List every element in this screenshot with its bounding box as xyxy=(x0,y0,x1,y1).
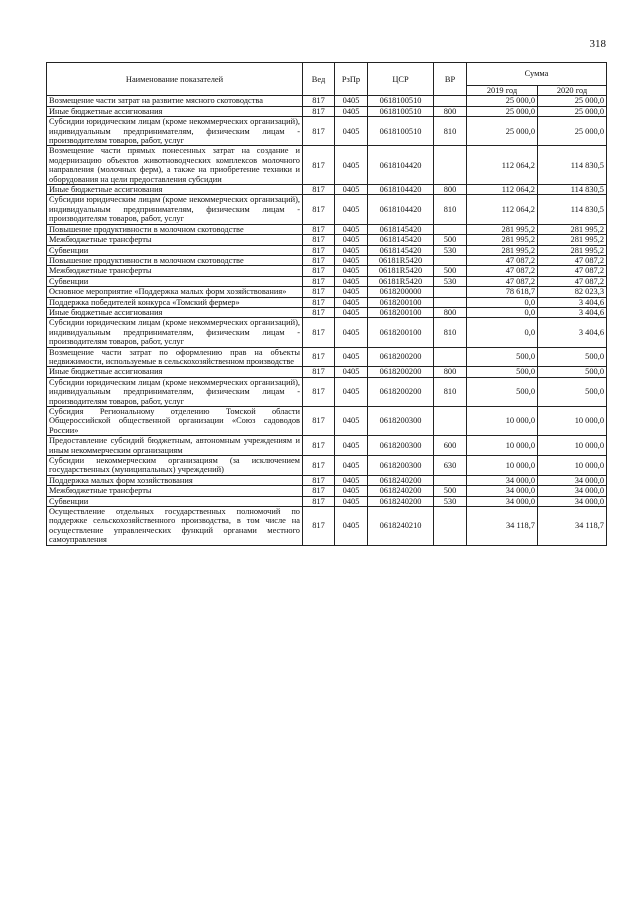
cell-sum-2019: 34 000,0 xyxy=(467,496,538,506)
cell-sum-2020: 47 087,2 xyxy=(538,266,607,276)
cell-rzpr: 0405 xyxy=(335,235,368,245)
cell-sum-2020: 34 118,7 xyxy=(538,507,607,546)
cell-csr: 0618200300 xyxy=(368,456,434,476)
cell-rzpr: 0405 xyxy=(335,318,368,347)
cell-rzpr: 0405 xyxy=(335,117,368,146)
table-row xyxy=(47,96,607,106)
cell-name: Субсидия Региональному отделению Томской области Общероссийской общественной организации «Союз садоводов России» xyxy=(47,407,303,436)
cell-ved: 817 xyxy=(303,407,335,436)
cell-rzpr: 0405 xyxy=(335,307,368,317)
cell-vr: 810 xyxy=(434,195,467,224)
cell-name: Межбюджетные трансферты xyxy=(47,235,303,245)
table-row xyxy=(47,307,607,317)
cell-rzpr: 0405 xyxy=(335,266,368,276)
cell-vr xyxy=(434,255,467,265)
cell-sum-2019: 47 087,2 xyxy=(467,255,538,265)
cell-rzpr: 0405 xyxy=(335,475,368,485)
header-year-2019: 2019 год xyxy=(467,86,538,96)
cell-rzpr: 0405 xyxy=(335,407,368,436)
cell-csr: 0618200200 xyxy=(368,347,434,367)
cell-rzpr: 0405 xyxy=(335,195,368,224)
cell-csr: 0618240210 xyxy=(368,507,434,546)
cell-csr: 0618200300 xyxy=(368,436,434,456)
cell-csr: 0618200000 xyxy=(368,287,434,297)
cell-csr: 0618145420 xyxy=(368,245,434,255)
table-body xyxy=(47,96,607,545)
table-row xyxy=(47,224,607,234)
cell-name: Иные бюджетные ассигнования xyxy=(47,367,303,377)
cell-name: Возмещение части затрат на развитие мясного скотоводства xyxy=(47,96,303,106)
cell-rzpr: 0405 xyxy=(335,276,368,286)
cell-sum-2019: 47 087,2 xyxy=(467,266,538,276)
cell-sum-2019: 112 064,2 xyxy=(467,146,538,185)
cell-name: Субсидии юридическим лицам (кроме некоммерческих организаций), индивидуальным предпринимателям, физическим лицам - производителям товаров, работ, услуг xyxy=(47,318,303,347)
cell-csr: 0618200300 xyxy=(368,407,434,436)
cell-sum-2020: 114 830,5 xyxy=(538,195,607,224)
cell-ved: 817 xyxy=(303,318,335,347)
cell-csr: 0618100510 xyxy=(368,117,434,146)
cell-ved: 817 xyxy=(303,377,335,406)
cell-vr: 500 xyxy=(434,486,467,496)
cell-csr: 0618104420 xyxy=(368,195,434,224)
cell-csr: 0618240200 xyxy=(368,486,434,496)
cell-sum-2020: 34 000,0 xyxy=(538,486,607,496)
cell-vr xyxy=(434,475,467,485)
header-rzpr: РзПр xyxy=(335,63,368,96)
table-row xyxy=(47,266,607,276)
cell-ved: 817 xyxy=(303,475,335,485)
cell-vr: 600 xyxy=(434,436,467,456)
cell-csr: 0618104420 xyxy=(368,146,434,185)
table-row xyxy=(47,436,607,456)
cell-csr: 0618145420 xyxy=(368,235,434,245)
page-number: 318 xyxy=(589,38,606,50)
cell-ved: 817 xyxy=(303,367,335,377)
cell-sum-2020: 3 404,6 xyxy=(538,307,607,317)
cell-ved: 817 xyxy=(303,496,335,506)
cell-sum-2019: 10 000,0 xyxy=(467,436,538,456)
cell-sum-2020: 3 404,6 xyxy=(538,318,607,347)
table-row xyxy=(47,255,607,265)
cell-sum-2019: 281 995,2 xyxy=(467,235,538,245)
cell-ved: 817 xyxy=(303,297,335,307)
cell-sum-2020: 500,0 xyxy=(538,377,607,406)
cell-sum-2020: 500,0 xyxy=(538,347,607,367)
cell-name: Повышение продуктивности в молочном скотоводстве xyxy=(47,255,303,265)
cell-rzpr: 0405 xyxy=(335,367,368,377)
cell-name: Повышение продуктивности в молочном скотоводстве xyxy=(47,224,303,234)
cell-sum-2020: 500,0 xyxy=(538,367,607,377)
table-header xyxy=(47,63,607,96)
cell-vr: 530 xyxy=(434,245,467,255)
cell-csr: 0618100510 xyxy=(368,106,434,116)
cell-sum-2020: 82 023,3 xyxy=(538,287,607,297)
cell-sum-2020: 47 087,2 xyxy=(538,276,607,286)
cell-rzpr: 0405 xyxy=(335,224,368,234)
cell-sum-2020: 3 404,6 xyxy=(538,297,607,307)
cell-name: Субсидии некоммерческим организациям (за исключением государственных (муниципальных) учреждений) xyxy=(47,456,303,476)
cell-sum-2020: 281 995,2 xyxy=(538,224,607,234)
cell-sum-2020: 34 000,0 xyxy=(538,496,607,506)
table-row xyxy=(47,195,607,224)
cell-ved: 817 xyxy=(303,276,335,286)
cell-csr: 06181R5420 xyxy=(368,276,434,286)
table-row xyxy=(47,318,607,347)
header-year-2020: 2020 год xyxy=(538,86,607,96)
cell-ved: 817 xyxy=(303,117,335,146)
table-row xyxy=(47,276,607,286)
cell-name: Возмещение части прямых понесенных затрат на создание и модернизацию объектов животноводческих комплексов молочного направления (молочных ферм), а также на приобретение техники и оборудования на цели предоставления субсидии xyxy=(47,146,303,185)
cell-rzpr: 0405 xyxy=(335,287,368,297)
cell-sum-2019: 25 000,0 xyxy=(467,96,538,106)
cell-vr xyxy=(434,96,467,106)
cell-csr: 0618240200 xyxy=(368,475,434,485)
cell-sum-2019: 500,0 xyxy=(467,347,538,367)
cell-sum-2019: 25 000,0 xyxy=(467,117,538,146)
cell-sum-2020: 281 995,2 xyxy=(538,235,607,245)
header-name: Наименование показателей xyxy=(47,63,303,96)
cell-vr: 800 xyxy=(434,185,467,195)
cell-sum-2019: 78 618,7 xyxy=(467,287,538,297)
cell-rzpr: 0405 xyxy=(335,347,368,367)
cell-sum-2019: 10 000,0 xyxy=(467,407,538,436)
cell-ved: 817 xyxy=(303,307,335,317)
table-row xyxy=(47,287,607,297)
cell-vr: 500 xyxy=(434,266,467,276)
cell-sum-2019: 34 000,0 xyxy=(467,486,538,496)
cell-sum-2020: 114 830,5 xyxy=(538,146,607,185)
cell-sum-2019: 47 087,2 xyxy=(467,276,538,286)
table-row xyxy=(47,235,607,245)
cell-name: Межбюджетные трансферты xyxy=(47,266,303,276)
cell-sum-2019: 34 118,7 xyxy=(467,507,538,546)
table-row xyxy=(47,475,607,485)
cell-ved: 817 xyxy=(303,106,335,116)
cell-sum-2020: 10 000,0 xyxy=(538,456,607,476)
cell-name: Иные бюджетные ассигнования xyxy=(47,307,303,317)
cell-vr xyxy=(434,347,467,367)
cell-ved: 817 xyxy=(303,224,335,234)
cell-rzpr: 0405 xyxy=(335,297,368,307)
cell-rzpr: 0405 xyxy=(335,486,368,496)
cell-vr: 500 xyxy=(434,235,467,245)
cell-vr xyxy=(434,507,467,546)
cell-name: Субсидии юридическим лицам (кроме некоммерческих организаций), индивидуальным предпринимателям, физическим лицам - производителям товаров, работ, услуг xyxy=(47,377,303,406)
cell-name: Поддержка малых форм хозяйствования xyxy=(47,475,303,485)
cell-csr: 06181R5420 xyxy=(368,266,434,276)
cell-sum-2019: 281 995,2 xyxy=(467,224,538,234)
table-row xyxy=(47,456,607,476)
cell-name: Субсидии юридическим лицам (кроме некоммерческих организаций), индивидуальным предпринимателям, физическим лицам - производителям товаров, работ, услуг xyxy=(47,117,303,146)
cell-ved: 817 xyxy=(303,347,335,367)
table-row xyxy=(47,146,607,185)
cell-sum-2020: 47 087,2 xyxy=(538,255,607,265)
cell-csr: 06181R5420 xyxy=(368,255,434,265)
cell-ved: 817 xyxy=(303,146,335,185)
cell-rzpr: 0405 xyxy=(335,255,368,265)
header-vr: ВР xyxy=(434,63,467,96)
cell-ved: 817 xyxy=(303,255,335,265)
cell-name: Межбюджетные трансферты xyxy=(47,486,303,496)
cell-sum-2019: 0,0 xyxy=(467,307,538,317)
cell-rzpr: 0405 xyxy=(335,185,368,195)
cell-name: Субвенции xyxy=(47,276,303,286)
cell-name: Возмещение части затрат по оформлению прав на объекты недвижимости, используемые в сельскохозяйственном производстве xyxy=(47,347,303,367)
cell-sum-2019: 500,0 xyxy=(467,377,538,406)
cell-rzpr: 0405 xyxy=(335,245,368,255)
cell-vr: 810 xyxy=(434,318,467,347)
cell-vr: 810 xyxy=(434,377,467,406)
cell-sum-2020: 34 000,0 xyxy=(538,475,607,485)
table-row xyxy=(47,377,607,406)
cell-ved: 817 xyxy=(303,456,335,476)
cell-csr: 0618200100 xyxy=(368,307,434,317)
cell-vr xyxy=(434,224,467,234)
cell-ved: 817 xyxy=(303,486,335,496)
cell-ved: 817 xyxy=(303,507,335,546)
cell-rzpr: 0405 xyxy=(335,377,368,406)
budget-table xyxy=(46,62,607,546)
cell-vr: 800 xyxy=(434,106,467,116)
cell-csr: 0618100510 xyxy=(368,96,434,106)
cell-rzpr: 0405 xyxy=(335,96,368,106)
cell-sum-2020: 25 000,0 xyxy=(538,96,607,106)
cell-rzpr: 0405 xyxy=(335,106,368,116)
cell-sum-2019: 34 000,0 xyxy=(467,475,538,485)
cell-sum-2019: 112 064,2 xyxy=(467,185,538,195)
cell-ved: 817 xyxy=(303,96,335,106)
cell-vr: 800 xyxy=(434,307,467,317)
table-row xyxy=(47,297,607,307)
cell-sum-2019: 0,0 xyxy=(467,318,538,347)
cell-name: Субсидии юридическим лицам (кроме некоммерческих организаций), индивидуальным предпринимателям, физическим лицам - производителям товаров, работ, услуг xyxy=(47,195,303,224)
cell-sum-2019: 500,0 xyxy=(467,367,538,377)
cell-vr xyxy=(434,297,467,307)
cell-rzpr: 0405 xyxy=(335,436,368,456)
cell-ved: 817 xyxy=(303,287,335,297)
table-row xyxy=(47,367,607,377)
cell-vr xyxy=(434,407,467,436)
cell-vr: 530 xyxy=(434,276,467,286)
cell-csr: 0618145420 xyxy=(368,224,434,234)
table-row xyxy=(47,407,607,436)
cell-ved: 817 xyxy=(303,266,335,276)
table-row xyxy=(47,117,607,146)
cell-sum-2019: 112 064,2 xyxy=(467,195,538,224)
cell-name: Иные бюджетные ассигнования xyxy=(47,106,303,116)
cell-sum-2020: 10 000,0 xyxy=(538,407,607,436)
cell-name: Основное мероприятие «Поддержка малых форм хозяйствования» xyxy=(47,287,303,297)
table-row xyxy=(47,347,607,367)
cell-csr: 0618200100 xyxy=(368,318,434,347)
header-csr: ЦСР xyxy=(368,63,434,96)
cell-ved: 817 xyxy=(303,195,335,224)
cell-rzpr: 0405 xyxy=(335,496,368,506)
cell-name: Иные бюджетные ассигнования xyxy=(47,185,303,195)
cell-csr: 0618200100 xyxy=(368,297,434,307)
cell-sum-2019: 0,0 xyxy=(467,297,538,307)
cell-vr: 810 xyxy=(434,117,467,146)
cell-name: Субвенции xyxy=(47,496,303,506)
cell-sum-2019: 10 000,0 xyxy=(467,456,538,476)
cell-csr: 0618200200 xyxy=(368,377,434,406)
cell-ved: 817 xyxy=(303,245,335,255)
cell-name: Поддержка победителей конкурса «Томский фермер» xyxy=(47,297,303,307)
cell-ved: 817 xyxy=(303,235,335,245)
table-row xyxy=(47,185,607,195)
cell-csr: 0618104420 xyxy=(368,185,434,195)
cell-rzpr: 0405 xyxy=(335,507,368,546)
cell-name: Предоставление субсидий бюджетным, автономным учреждениям и иным некоммерческим организациям xyxy=(47,436,303,456)
cell-sum-2019: 25 000,0 xyxy=(467,106,538,116)
cell-vr xyxy=(434,287,467,297)
cell-sum-2020: 114 830,5 xyxy=(538,185,607,195)
cell-ved: 817 xyxy=(303,185,335,195)
cell-vr: 530 xyxy=(434,496,467,506)
table-row xyxy=(47,245,607,255)
table-row xyxy=(47,486,607,496)
header-sum: Сумма xyxy=(467,63,607,86)
cell-name: Субвенции xyxy=(47,245,303,255)
cell-sum-2020: 281 995,2 xyxy=(538,245,607,255)
cell-sum-2020: 10 000,0 xyxy=(538,436,607,456)
cell-sum-2020: 25 000,0 xyxy=(538,117,607,146)
cell-name: Осуществление отдельных государственных полномочий по поддержке сельскохозяйственного производства, в том числе на осуществление управленческих функций органами местного самоуправления xyxy=(47,507,303,546)
cell-rzpr: 0405 xyxy=(335,456,368,476)
cell-ved: 817 xyxy=(303,436,335,456)
table-row xyxy=(47,106,607,116)
cell-vr: 630 xyxy=(434,456,467,476)
table-row xyxy=(47,507,607,546)
cell-vr xyxy=(434,146,467,185)
table-row xyxy=(47,496,607,506)
cell-sum-2019: 281 995,2 xyxy=(467,245,538,255)
cell-vr: 800 xyxy=(434,367,467,377)
header-ved: Вед xyxy=(303,63,335,96)
cell-sum-2020: 25 000,0 xyxy=(538,106,607,116)
cell-csr: 0618200200 xyxy=(368,367,434,377)
cell-rzpr: 0405 xyxy=(335,146,368,185)
cell-csr: 0618240200 xyxy=(368,496,434,506)
